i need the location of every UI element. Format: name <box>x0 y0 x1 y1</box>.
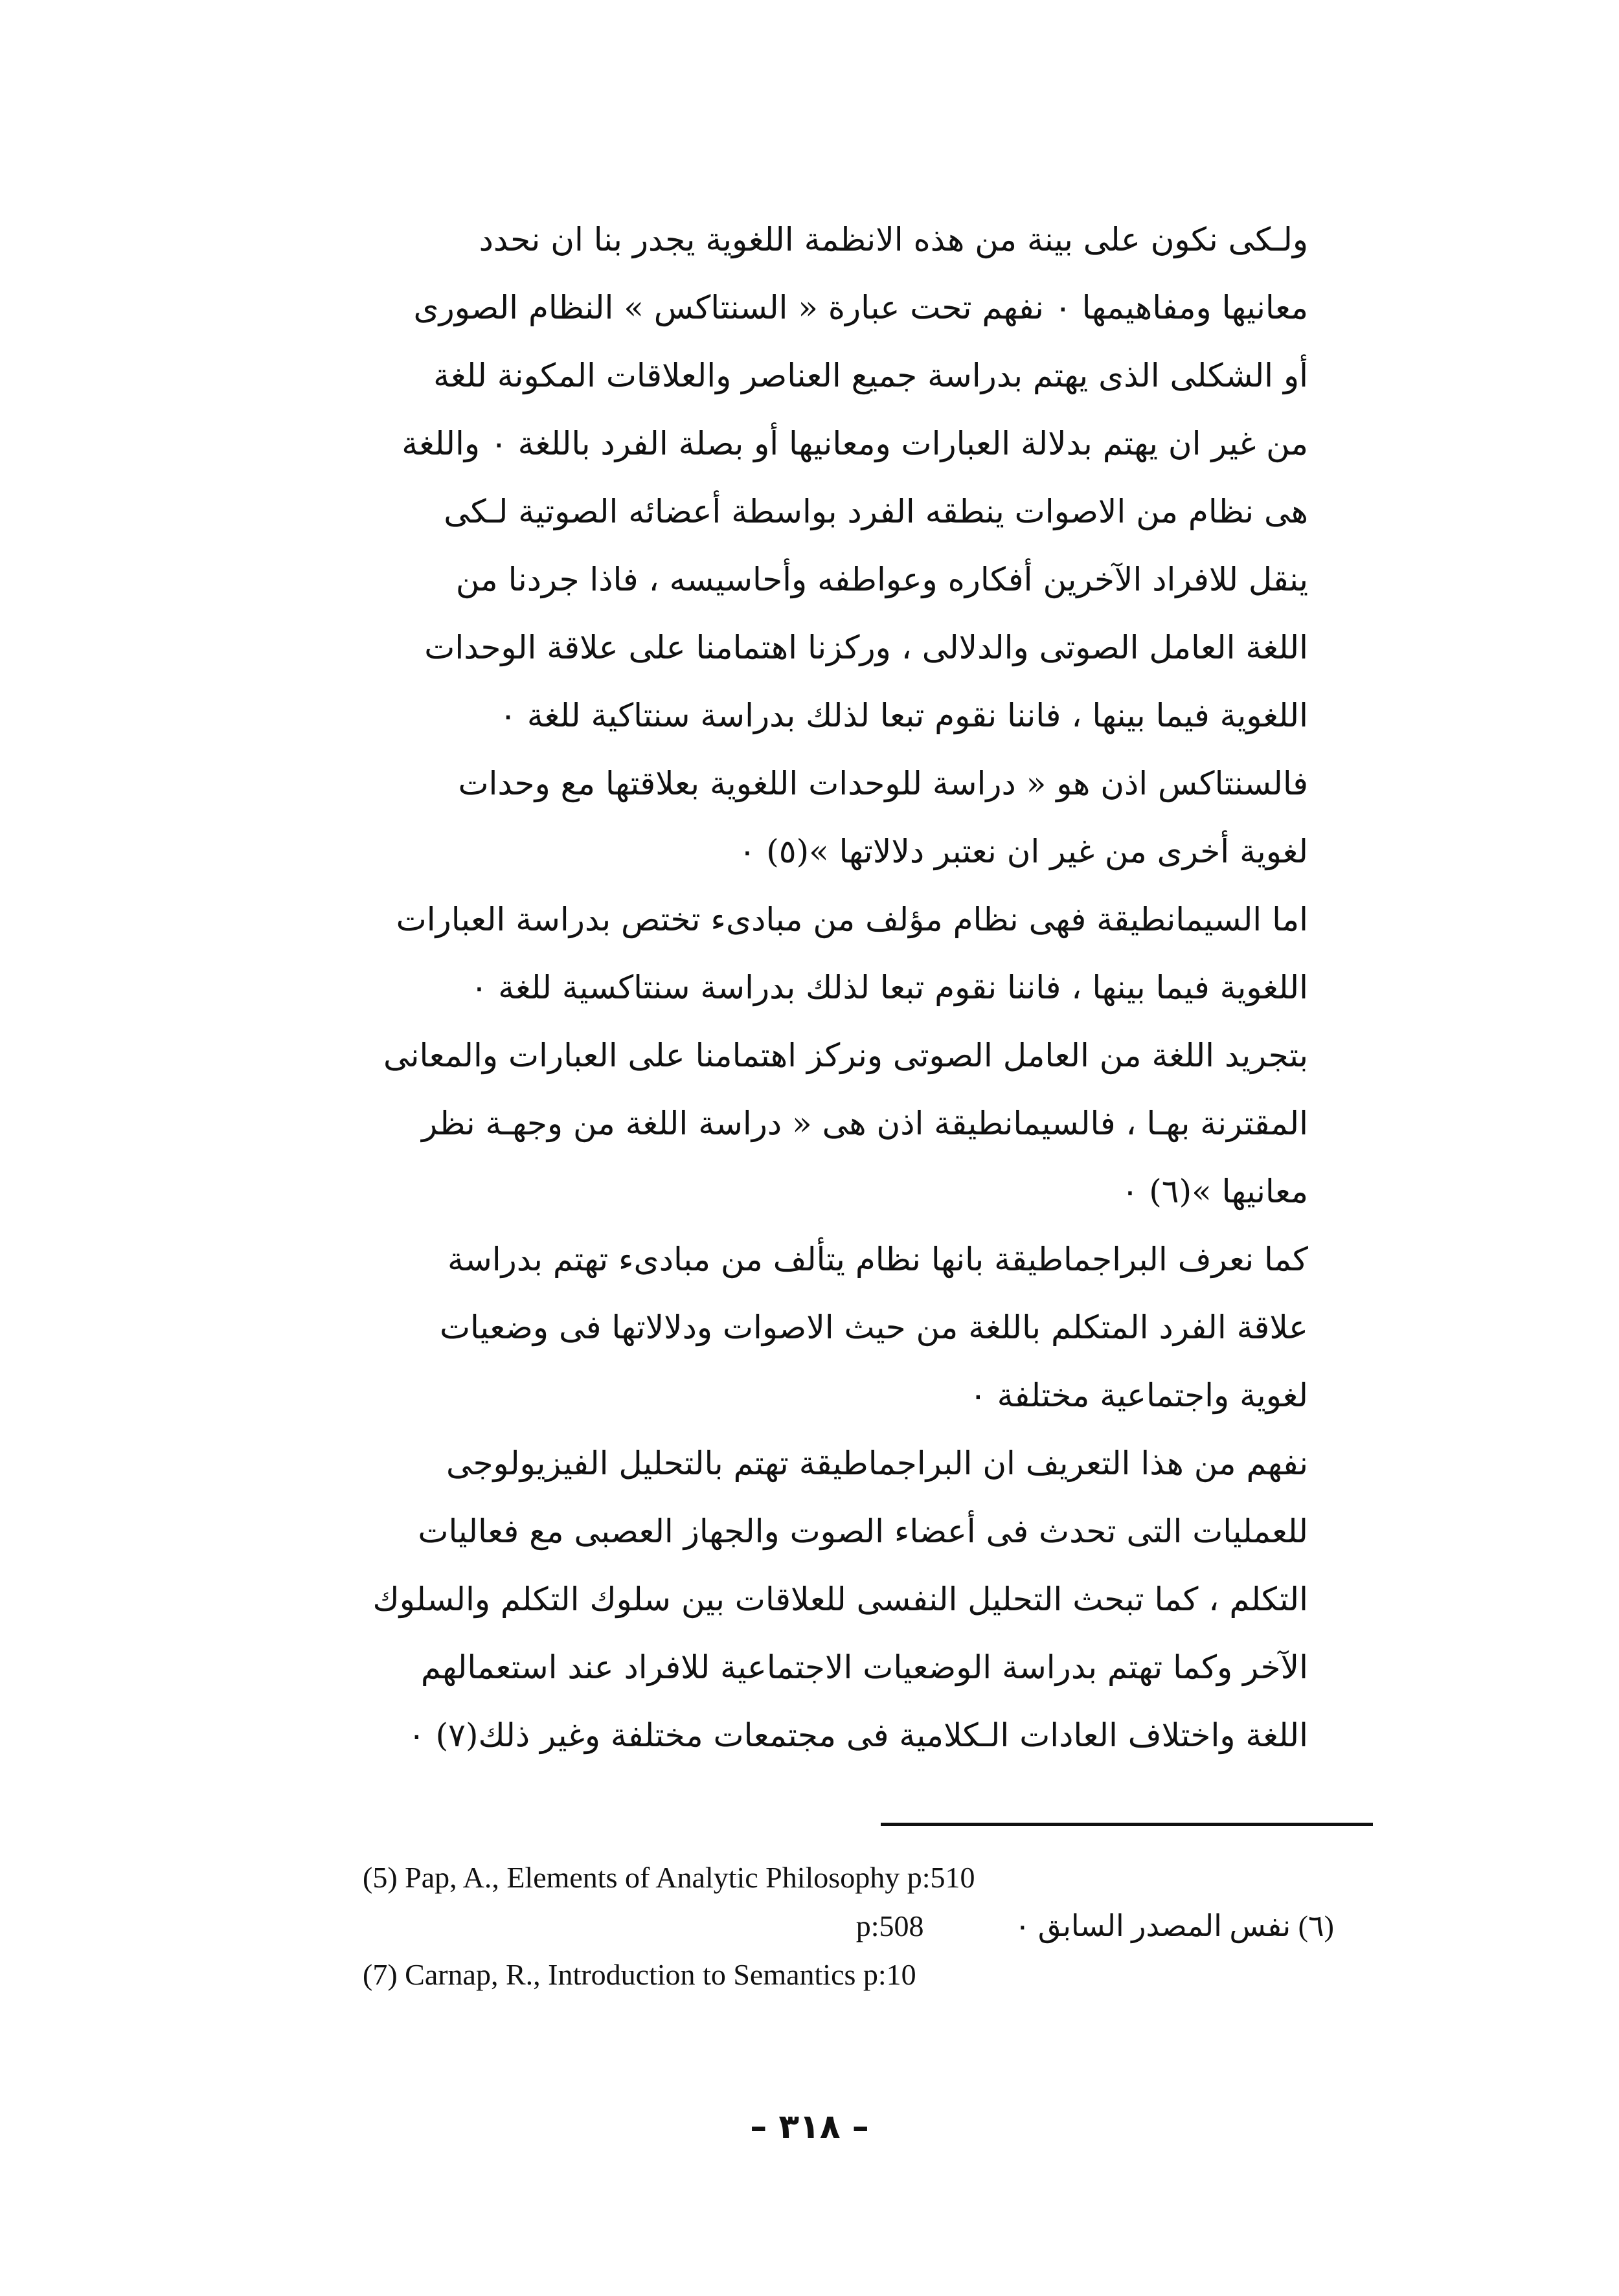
text-line: هى نظام من الاصوات ينطقه الفرد بواسطة أعضائه الصوتية لـكى <box>444 493 1308 530</box>
text-line: اللغوية فيما بينها ، فاننا نقوم تبعا لذلك بدراسة سنتاكسية للغة ٠ <box>470 969 1308 1006</box>
paragraph-pragmatics-definition <box>311 1226 1308 1430</box>
footnotes <box>363 1853 1334 1999</box>
text-line: اللغة العامل الصوتى والدلالى ، وركزنا اهتمامنا على علاقة الوحدات <box>424 629 1308 666</box>
text-line: من غير ان يهتم بدلالة العبارات ومعانيها أو بصلة الفرد باللغة ٠ واللغة <box>402 425 1308 462</box>
footnote-6-page: p:508 <box>855 1909 924 1942</box>
paragraph-pragmatics-analysis <box>311 1430 1308 1770</box>
text-line: اما السيمانطيقة فهى نظام مؤلف من مبادىء تختص بدراسة العبارات <box>396 901 1308 938</box>
text-line: للعمليات التى تحدث فى أعضاء الصوت والجهاز العصبى مع فعاليات <box>418 1513 1308 1550</box>
body-text <box>311 206 1308 1770</box>
text-line: أو الشكلى الذى يهتم بدراسة جميع العناصر والعلاقات المكونة للغة <box>433 357 1308 394</box>
text-line: التكلم ، كما تبحث التحليل النفسى للعلاقات بين سلوك التكلم والسلوك <box>372 1581 1308 1618</box>
text-line: نفهم من هذا التعريف ان البراجماطيقة تهتم بالتحليل الفيزيولوجى <box>446 1445 1308 1482</box>
page-number: – ٣١٨ – <box>750 2108 869 2146</box>
footnote-divider <box>881 1823 1373 1826</box>
footnote-5: (5) Pap, A., Elements of Analytic Philosophy p:510 <box>363 1861 975 1894</box>
paragraph-syntax <box>311 206 1308 886</box>
footnote-6 <box>363 1902 1334 1950</box>
text-line: اللغوية فيما بينها ، فاننا نقوم تبعا لذلك بدراسة سنتاكية للغة ٠ <box>499 697 1308 734</box>
text-line: فالسنتاكس اذن هو « دراسة للوحدات اللغوية بعلاقتها مع وحدات <box>458 765 1308 802</box>
text-line: الآخر وكما تهتم بدراسة الوضعيات الاجتماعية للافراد عند استعمالهم <box>420 1649 1308 1686</box>
text-line: معانيها ومفاهيمها ٠ نفهم تحت عبارة « السنتاكس » النظام الصورى <box>413 289 1308 326</box>
text-line: اللغة واختلاف العادات الـكلامية فى مجتمعات مختلفة وغير ذلك(٧) ٠ <box>407 1716 1308 1754</box>
footnote-7: (7) Carnap, R., Introduction to Semantics p:10 <box>363 1958 916 1991</box>
text-line: علاقة الفرد المتكلم باللغة من حيث الاصوات ودلالاتها فى وضعيات <box>439 1309 1308 1346</box>
footnote-6-text: (٦) نفس المصدر السابق ٠ <box>1014 1909 1334 1942</box>
text-line: لغوية واجتماعية مختلفة ٠ <box>969 1377 1308 1414</box>
text-line: بتجريد اللغة من العامل الصوتى ونركز اهتمامنا على العبارات والمعانى <box>383 1037 1308 1074</box>
text-line: لغوية أخرى من غير ان نعتبر دلالاتها »(٥) ٠ <box>738 833 1308 870</box>
paragraph-semantics <box>311 886 1308 1226</box>
text-line: المقترنة بهـا ، فالسيمانطيقة اذن هى « دراسة اللغة من وجهـة نظر <box>422 1105 1308 1142</box>
text-line: كما نعرف البراجماطيقة بانها نظام يتألف من مبادىء تهتم بدراسة <box>447 1241 1308 1278</box>
text-line: ينقل للافراد الآخرين أفكاره وعواطفه وأحاسيسه ، فاذا جردنا من <box>455 561 1308 598</box>
text-line: ولـكى نكون على بينة من هذه الانظمة اللغوية يجدر بنا ان نحدد <box>479 221 1308 258</box>
text-line: معانيها »(٦) ٠ <box>1121 1173 1308 1210</box>
